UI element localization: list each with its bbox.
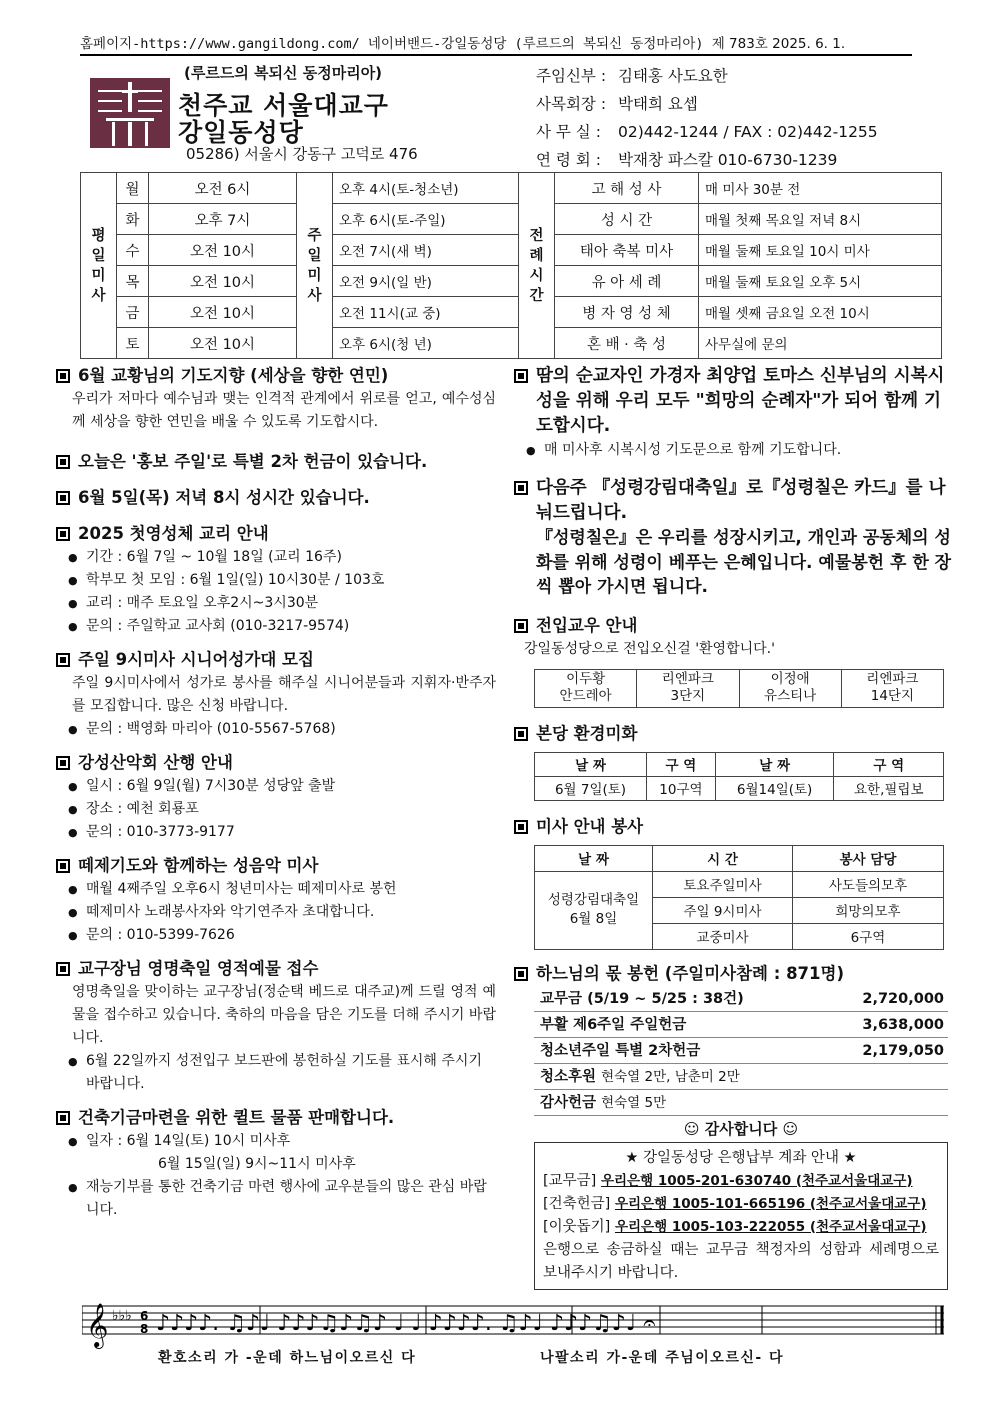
list-item: ● 일시 : 6월 9일(월) 7시30분 성당앞 출발 [54, 775, 496, 798]
section-title: 미사 안내 봉사 [536, 816, 644, 836]
bank-row: [건축헌금] 우리은행 1005-101-665196 (천주교서울대교구) [543, 1195, 927, 1212]
section-title: 전입교우 안내 [536, 615, 638, 635]
table-cell: 이정애 유스티나 [739, 669, 841, 707]
section-title: 2025 첫영성체 교리 안내 [78, 524, 269, 543]
list-item: ● 6월 22일까지 성전입구 보드판에 봉헌하실 기도를 표시해 주시기 바랍니다. [54, 1050, 496, 1096]
contact-funeral: 연 령 회 : 박재창 파스칼 010-6730-1239 [536, 151, 838, 169]
section-title: 주일 9시미사 시니어성가대 모집 [78, 650, 314, 669]
quilt-sale-section: 건축기금마련을 위한 퀼트 물품 판매합니다. ● 일자 : 6월 14일(토) 10시 미사후 6월 15일(일) 9시~11시 미사후 ● 재능기부를 통한 건축기금 마련 행사에 교우분들의 많은 관심 바랍니다. [54, 1106, 496, 1222]
header-title-diocese: 천주교 서울대교구 [178, 91, 389, 120]
lyrics-line-2: 나팔소리 가-운데 주님이오르신- 다 [540, 1350, 785, 1366]
weekday-mass-label: 평 일 미 사 [81, 173, 117, 359]
section-title: 건축기금마련을 위한 퀼트 물품 판매합니다. [78, 1108, 395, 1127]
taize-section [54, 854, 496, 947]
list-item: ● 문의 : 백영화 마리아 (010-5567-5768) [54, 718, 496, 741]
list-item: ● 문의 : 010-5399-7626 [54, 924, 496, 947]
header-title-parish: 강일동성당 [178, 118, 304, 147]
top-line [80, 32, 912, 56]
header-subtitle: (루르드의 복되신 동정마리아) [184, 64, 383, 82]
list-item: ● 교리 : 매주 토요일 오후2시~3시30분 [54, 592, 496, 615]
section-title: 하느님의 몫 봉헌 (주일미사참례 : 871명) [536, 963, 844, 983]
time-signature: 8 [140, 1322, 149, 1336]
mass-usher-section [512, 815, 952, 950]
offering-row: 교무금 (5/19 ~ 5/25 : 38건) 2,720,000 [534, 986, 948, 1012]
homepage-url[interactable]: 홈페이지-https://www.gangildong.com/ [80, 36, 360, 52]
holy-hour-section [54, 486, 496, 510]
cleaning-section [512, 722, 952, 801]
list-item: ● 기간 : 6월 7일 ~ 10월 18일 (교리 16주) [54, 546, 496, 569]
right-column [512, 364, 952, 1300]
pentecost-card-section: 다음주 『성령강림대축일』로『성령칠은 카드』를 나눠드립니다. 『성령칠은』은 우리를 성장시키고, 개인과 공동체의 성화를 위해 성령이 베푸는 은혜입니다. 예물봉헌 후 한 장씩 뽑아 가시면 됩니다. [512, 476, 952, 600]
offering-section [512, 962, 952, 1290]
media-sunday-section [54, 450, 496, 474]
new-parishioner-section: 전입교우 안내 강일동성당으로 전입오신걸 '환영합니다.' 이두황 안드레아 리엔파크 3단지 이정애 유스티나 리엔파크 14단지 [512, 614, 952, 708]
table-cell: 리엔파크 3단지 [637, 669, 739, 707]
list-item: ● 학부모 첫 모임 : 6월 1일(일) 10시30분 / 103호 [54, 569, 496, 592]
offering-row: 감사헌금 현숙열 5만 [534, 1090, 948, 1116]
mass-usher-table: 날 짜 시 간 봉사 담당 성령강림대축일 6월 8일 토요주일미사 사도들의모후 주일 9시미사 희망의모후 교중미사 6구역 [534, 845, 944, 950]
left-column [54, 364, 496, 1232]
band-name: 네이버밴드-강일동성당 (루르드의 복되신 동정마리아) [367, 36, 704, 52]
treble-clef-icon: 𝄞 [86, 1303, 109, 1347]
section-title: 6월 교황님의 기도지향 (세상을 향한 연민) [78, 366, 389, 385]
list-item: ● 재능기부를 통한 건축기금 마련 행사에 교우분들의 많은 관심 바랍니다. [54, 1176, 496, 1222]
pope-intention-section: 6월 교황님의 기도지향 (세상을 향한 연민) 우리가 저마다 예수님과 맺는 인격적 관계에서 위로를 얻고, 예수성심께 세상을 향한 연민을 배울 수 있도록 기도합시다. [54, 364, 496, 434]
offering-row: 청소년주일 특별 2차헌금 2,179,050 [534, 1038, 948, 1064]
first-communion-section [54, 522, 496, 638]
new-parishioner-table [534, 669, 944, 708]
section-title: 강성산악회 산행 안내 [78, 753, 233, 772]
bank-row: [교무금] 우리은행 1005-201-630740 (천주교서울대교구) [543, 1172, 913, 1189]
contact-list [536, 62, 878, 174]
list-item: ● 떼제미사 노래봉사자와 악기연주자 초대합니다. [54, 901, 496, 924]
contact-office: 사 무 실 : 02)442-1244 / FAX : 02)442-1255 [536, 123, 878, 141]
spiritual-gift-section: 교구장님 영명축일 영적예물 접수 영명축일을 맞이하는 교구장님(정순택 베드로 대주교)께 드릴 영적 예물을 접수하고 있습니다. 축하의 마음을 담은 기도를 더해 주시기 바랍니다. ● 6월 22일까지 성전입구 보드판에 봉헌하실 기도를 표시해 주시기 바랍니다. [54, 957, 496, 1096]
list-item: ● 매월 4째주일 오후6시 청년미사는 떼제미사로 봉헌 [54, 878, 496, 901]
beatification-section [512, 364, 952, 462]
lyrics-line-1: 환호소리 가 -운데 하느님이오르신 다 [158, 1350, 417, 1366]
mass-schedule-table: 평 일 미 사 월 오전 6시 주 일 미 사 오후 4시(토-청소년) 전 례 시 간 고 해 성 사 매 미사 30분 전 화 오후 7시 오후 6시(토-주일) 성 시 간 매월 첫째 목요일 저녁 8시 수 오전 10시 오전 7시(새 벽) 태아 축복 미사 매월 둘째 토요일 10시 미사 목 오전 10시 오전 9시(일 반) 유 아 세 례 매월 둘째 토요일 오후 5시 금 오전 10시 오전 11시(교 중) 병 자 영 성 체 매월 셋째 금요일 오전 10시 토 오전 10시 오후 6시(청 년) 혼 배 · 축 성 사무실에 문의 [80, 172, 942, 359]
sunday-mass-label: 주 일 미 사 [297, 173, 333, 359]
section-title: 땀의 순교자인 가경자 최양업 토마스 신부님의 시복시성을 위해 우리 모두 "희망의 순례자"가 되어 함께 기도합시다. [536, 366, 945, 436]
list-item: ● 장소 : 예천 회룡포 [54, 798, 496, 821]
section-title: 6월 5일(목) 저녁 8시 성시간 있습니다. [78, 488, 370, 507]
list-item: ● 문의 : 주일학교 교사회 (010-3217-9574) [54, 615, 496, 638]
bank-account-box: ★ 강일동성당 은행납부 계좌 안내 ★ [교무금] 우리은행 1005-201-630740 (천주교서울대교구) [건축헌금] 우리은행 1005-101-665196 (천주교서울대교구) [이웃돕기] 우리은행 1005-103-222055 (천주교서울대교구) 은행으로 송금하실 때는 교무금 책정자의 성함과 세례명으로 보내주시기 바랍니다. [534, 1142, 948, 1290]
section-title: 떼제기도와 함께하는 성음악 미사 [78, 856, 319, 875]
senior-choir-section: 주일 9시미사 시니어성가대 모집 주일 9시미사에서 성가로 봉사를 해주실 시니어분들과 지휘자·반주자를 모집합니다. 많은 신청 바랍니다. ● 문의 : 백영화 마리아 (010-5567-5768) [54, 648, 496, 741]
section-title: 오늘은 '홍보 주일'로 특별 2차 헌금이 있습니다. [78, 452, 428, 471]
offering-list [534, 986, 948, 1116]
offering-row: 청소후원 현숙열 2만, 남춘미 2만 [534, 1064, 948, 1090]
section-title: 본당 환경미화 [536, 723, 638, 743]
table-cell: 이두황 안드레아 [535, 669, 637, 707]
thanks-text: ☺ 감사합니다 ☺ [683, 1119, 799, 1138]
list-item: ● 문의 : 010-3773-9177 [54, 821, 496, 844]
contact-council: 사목회장 : 박태희 요셉 [536, 95, 698, 113]
issue-number: 제 783호 2025. 6. 1. [711, 36, 846, 52]
hiking-section [54, 751, 496, 844]
time-signature: 6 [140, 1309, 149, 1323]
section-title: 교구장님 영명축일 영적예물 접수 [78, 959, 319, 978]
flat-icon: ♭♭♭ [112, 1308, 132, 1324]
header-address: 05286) 서울시 강동구 고덕로 476 [186, 145, 418, 163]
list-item: ● 일자 : 6월 14일(토) 10시 미사후 [54, 1130, 496, 1153]
notes: ♪♪♪♪. ♫♪♩ ♪♪♪♫♪♫♪ ♩ ♩ ♪♪♪♪. ♫♪♩ ♪♪♪♫♪♩ 𝄐 [156, 1311, 656, 1336]
contact-pastor: 주임신부 : 김태홍 사도요한 [536, 67, 728, 85]
section-title: 다음주 『성령강림대축일』로『성령칠은 카드』를 나눠드립니다. [536, 478, 946, 523]
church-logo [90, 78, 170, 148]
offering-row: 부활 제6주일 주일헌금 3,638,000 [534, 1012, 948, 1038]
table-cell: 리엔파크 14단지 [841, 669, 943, 707]
list-item: ● 매 미사후 시복시성 기도문으로 함께 기도합니다. [512, 439, 952, 462]
bank-row: [이웃돕기] 우리은행 1005-103-222055 (천주교서울대교구) [543, 1218, 927, 1235]
liturgy-label: 전 례 시 간 [519, 173, 555, 359]
cleaning-table: 날 짜 구 역 날 짜 구 역 6월 7일(토) 10구역 6월14일(토) 요한,필립보 [534, 752, 944, 801]
